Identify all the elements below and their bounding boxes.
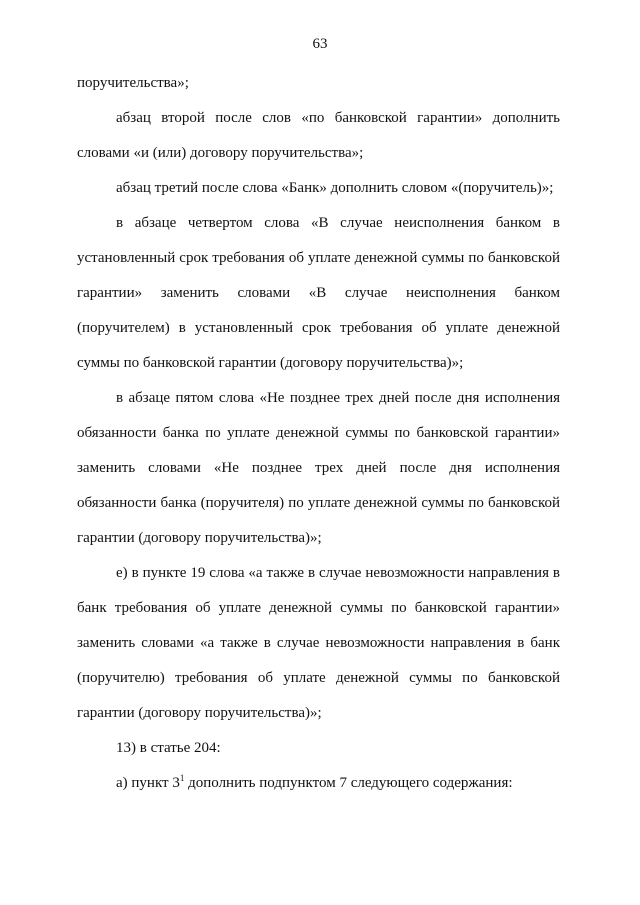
paragraph-continuation: поручительства»; — [77, 75, 189, 91]
paragraph-abzac-vtoroy: абзац второй после слов «по банковской гарантии» дополнить словами «и (или) договору поручительства»; — [77, 110, 560, 161]
page-number: 63 — [312, 36, 328, 52]
paragraph-suffix: дополнить подпунктом 7 следующего содержания: — [184, 775, 513, 791]
superscript-number: 1 — [179, 773, 185, 783]
paragraph-punkt-19: е) в пункте 19 слова «а также в случае невозможности направления в банк требования об уплате денежной суммы по банковской гарантии» заменить словами «а также в случае невозможности направления в банк (поручителю) требования об уплате денежной суммы по банковской гарантии (договору поручительства)»; — [77, 565, 560, 721]
paragraph-abzac-chetvertyy: в абзаце четвертом слова «В случае неисполнения банком в установленный срок требования об уплате денежной суммы по банковской гарантии» заменить словами «В случае неисполнения банком (поручителем) в установленный срок требования об уплате денежной суммы по банковской гарантии (договору поручительства)»; — [77, 215, 560, 371]
paragraph-statya-204: 13) в статье 204: — [116, 740, 221, 756]
paragraph-abzac-pyatyy: в абзаце пятом слова «Не позднее трех дней после дня исполнения обязанности банка по уплате денежной суммы по банковской гарантии» заменить словами «Не позднее трех дней после дня исполнения обязанности банка (поручителя) по уплате денежной суммы по банковской гарантии (договору поручительства)»; — [77, 390, 560, 546]
paragraph-prefix: а) пункт 3 — [116, 775, 180, 791]
paragraph-punkt-3-1 — [77, 766, 560, 801]
paragraph-abzac-tretiy: абзац третий после слова «Банк» дополнить словом «(поручитель)»; — [116, 180, 554, 196]
